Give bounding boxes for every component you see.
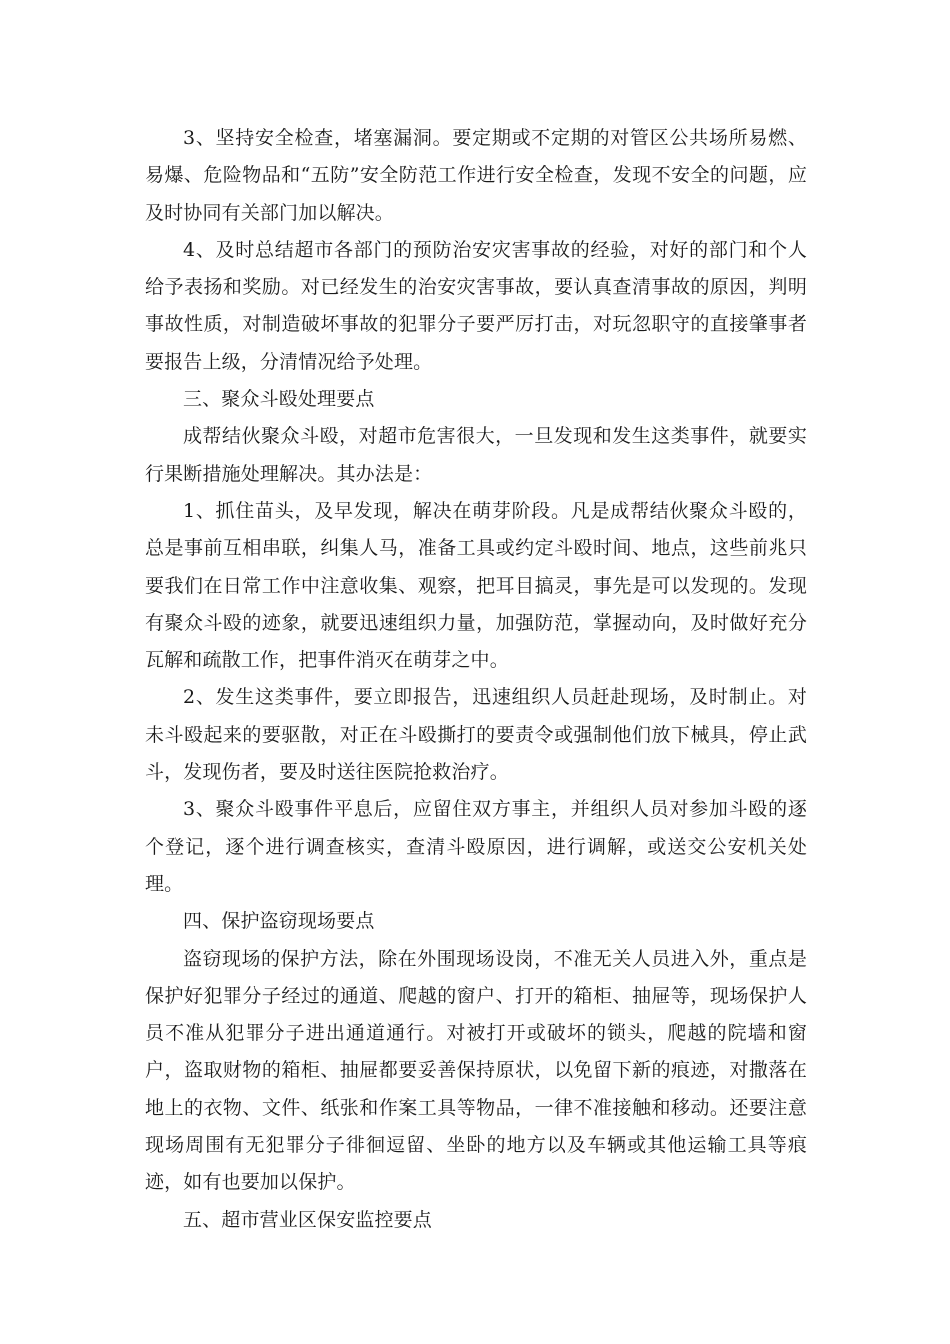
document-body (145, 120, 807, 1239)
paragraph-item-1-early-detection: 1、抓住苗头，及早发现，解决在萌芽阶段。凡是成帮结伙聚众斗殴的，总是事前互相串联，纠集人马，准备工具或约定斗殴时间、地点，这些前兆只要我们在日常工作中注意收集、观察，把耳目搞灵，事先是可以发现的。发现有聚众斗殴的迹象，就要迅速组织力量，加强防范，掌握动向，及时做好充分瓦解和疏散工作，把事件消灭在萌芽之中。 (145, 499, 807, 672)
paragraph-theft-scene-protection: 盗窃现场的保护方法，除在外围现场设岗，不准无关人员进入外，重点是保护好犯罪分子经过的通道、爬越的窗户、打开的箱柜、抽屉等，现场保护人员不准从犯罪分子进出通道通行。对被打开或破坏的锁头，爬越的院墙和窗户，盗取财物的箱柜、抽屉都要妥善保持原状，以免留下新的痕迹，对撒落在地上的衣物、文件、纸张和作案工具等物品，一律不准接触和移动。还要注意现场周围有无犯罪分子徘徊逗留、坐卧的地方以及车辆或其他运输工具等痕迹，如有也要加以保护。 (145, 947, 807, 1194)
paragraph-item-4-summarize-experience: 4、及时总结超市各部门的预防治安灾害事故的经验，对好的部门和个人给予表扬和奖励。对已经发生的治安灾害事故，要认真查清事故的原因，判明事故性质，对制造破坏事故的犯罪分子要严厉打击，对玩忽职守的直接肇事者要报告上级，分清情况给予处理。 (145, 238, 807, 373)
section-heading-sales-area-monitoring: 五、超市营业区保安监控要点 (183, 1208, 432, 1231)
section-heading-theft-scene: 四、保护盗窃现场要点 (183, 910, 375, 933)
paragraph-item-3-safety-inspection: 3、坚持安全检查，堵塞漏洞。要定期或不定期的对管区公共场所易燃、易爆、危险物品和“五防”安全防范工作进行安全检查，发现不安全的问题，应及时协同有关部门加以解决。 (145, 127, 807, 224)
paragraph-item-2-report-and-stop: 2、发生这类事件，要立即报告，迅速组织人员赶赴现场，及时制止。对未斗殴起来的要驱散，对正在斗殴撕打的要责令或强制他们放下械具，停止武斗，发现伤者，要及时送往医院抢救治疗。 (145, 686, 807, 784)
paragraph-item-3-after-incident: 3、聚众斗殴事件平息后，应留住双方事主，并组织人员对参加斗殴的逐个登记，逐个进行调查核实，查清斗殴原因，进行调解，或送交公安机关处理。 (145, 798, 807, 895)
paragraph-group-fight-intro: 成帮结伙聚众斗殴，对超市危害很大，一旦发现和发生这类事件，就要实行果断措施处理解决。其办法是： (145, 425, 807, 485)
section-heading-group-fight: 三、聚众斗殴处理要点 (183, 388, 375, 411)
